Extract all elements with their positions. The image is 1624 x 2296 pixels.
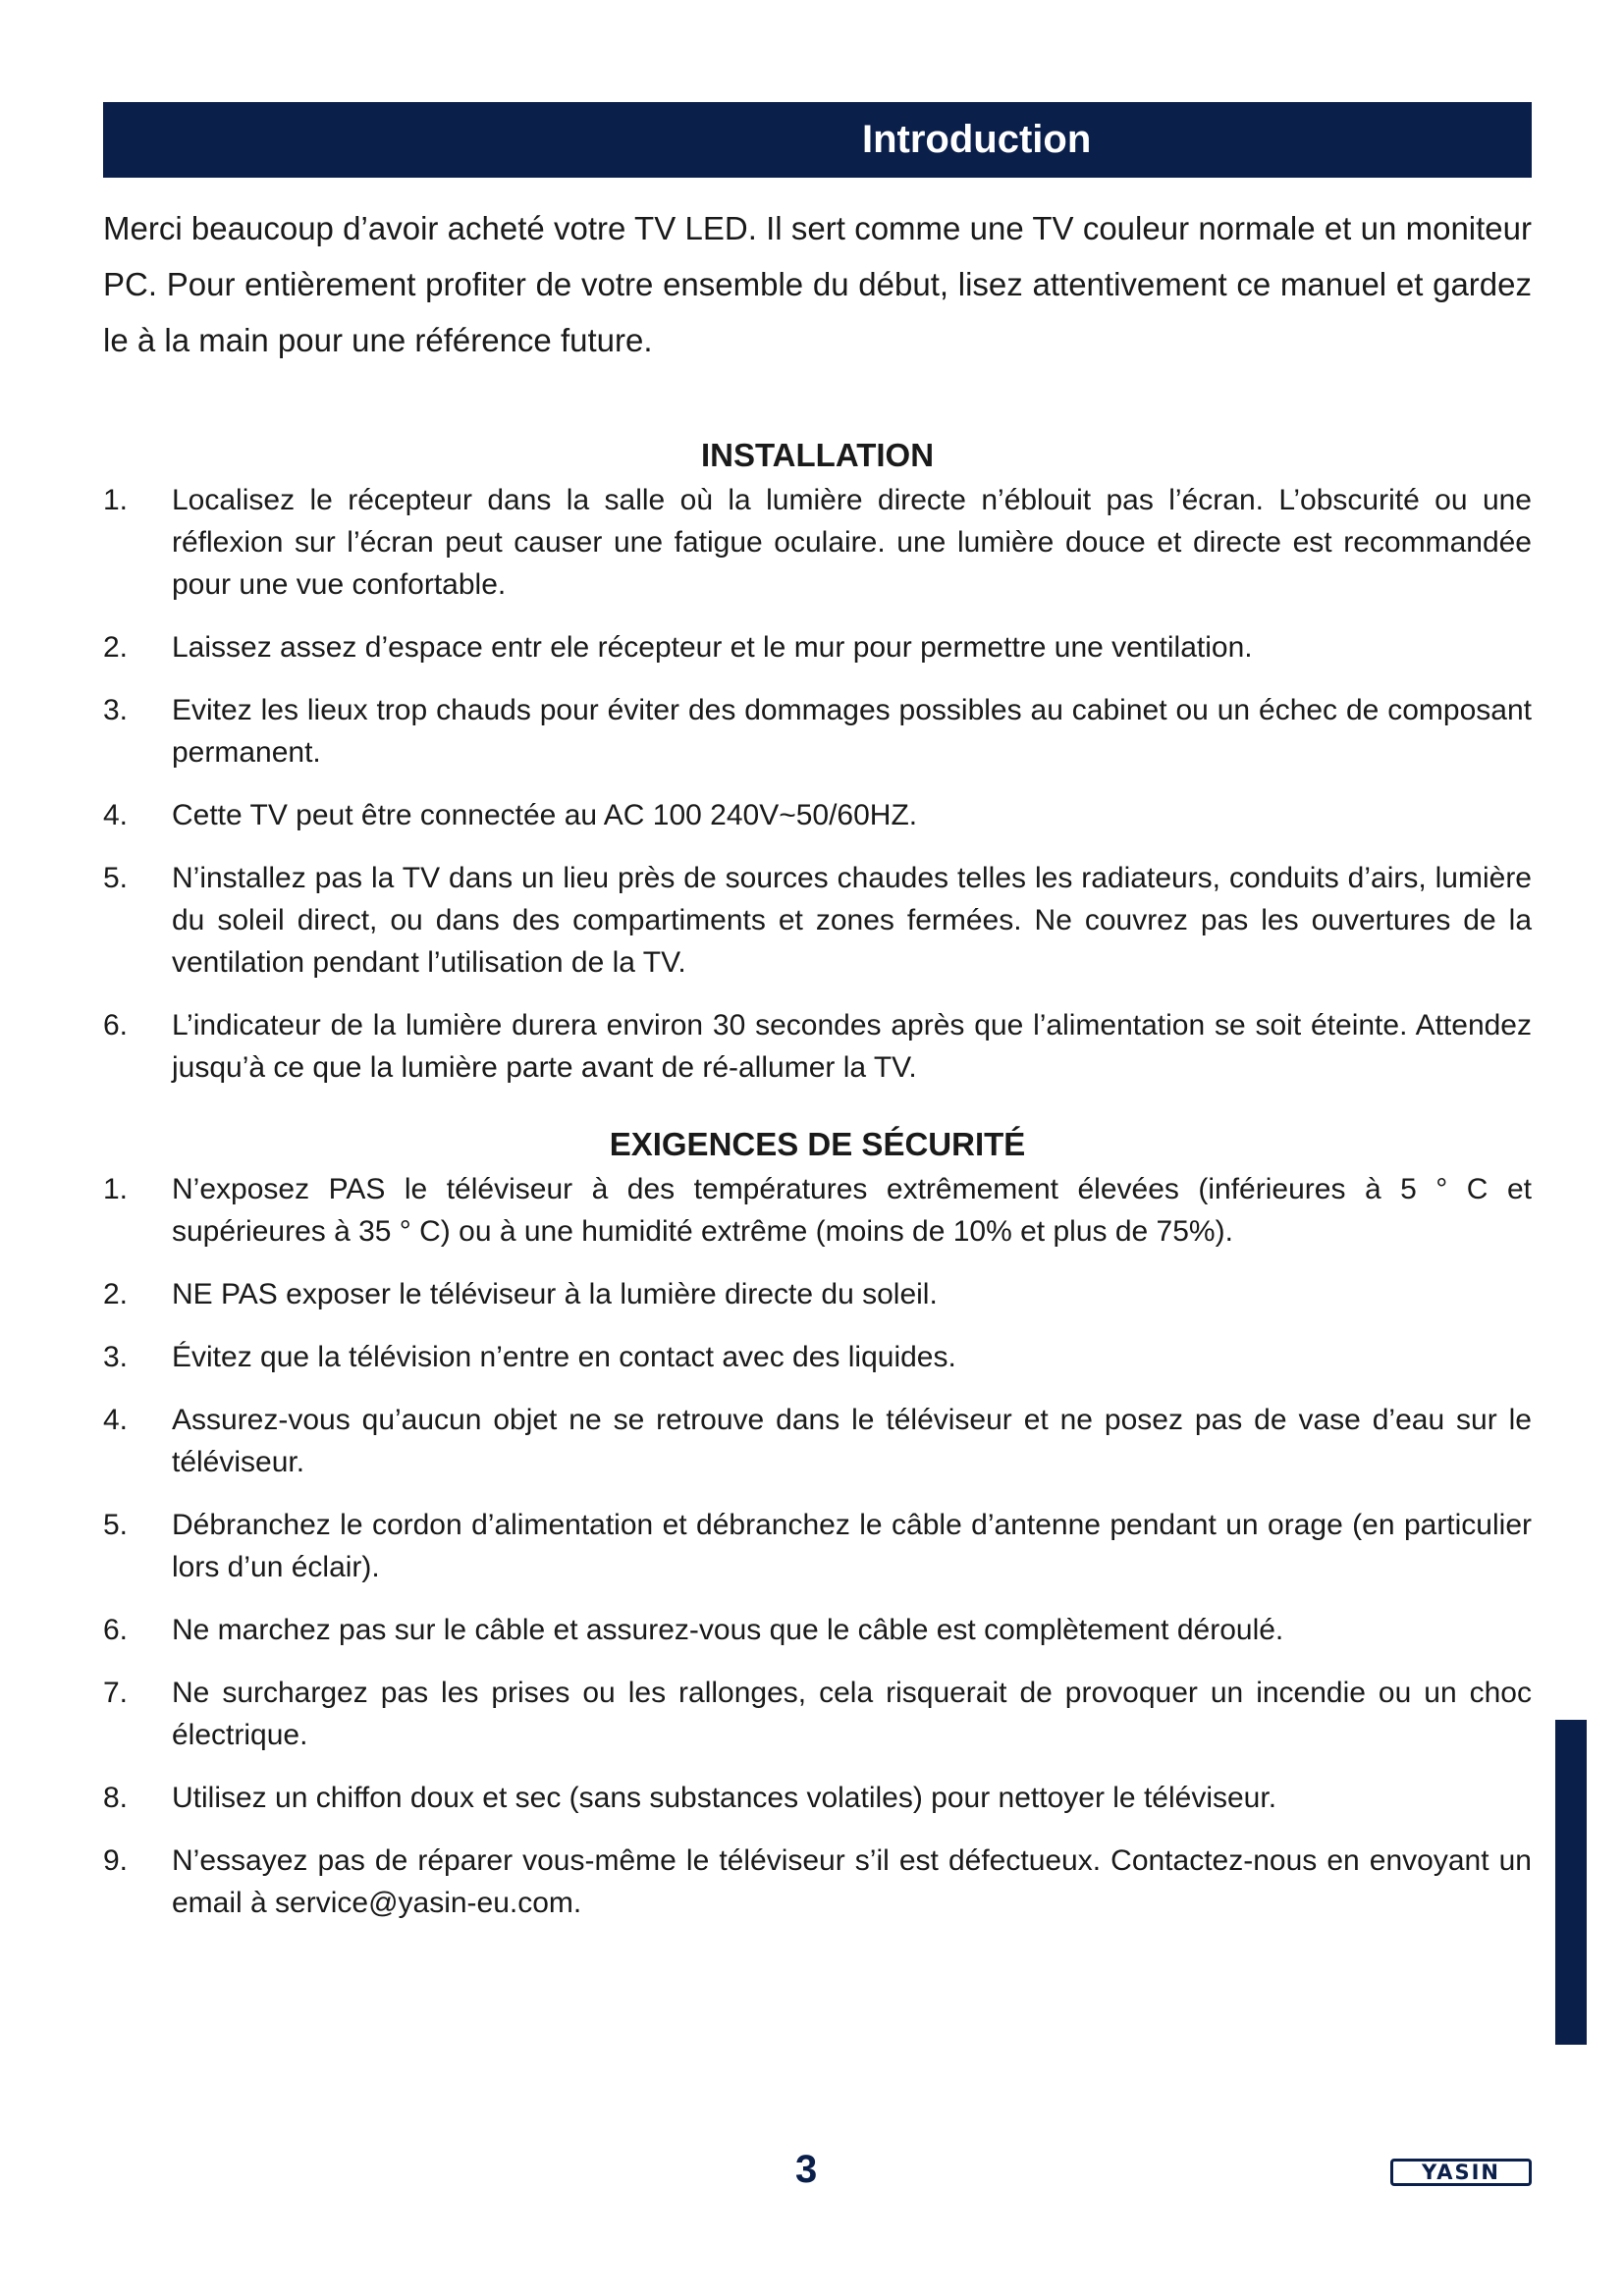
item-text: Ne marchez pas sur le câble et assurez-vous que le câble est complètement déroulé. xyxy=(172,1614,1284,1646)
section-header-bar xyxy=(103,102,1532,178)
side-tab-marker xyxy=(1555,1720,1587,2045)
item-number: 4. xyxy=(103,1404,129,1436)
item-text: L’indicateur de la lumière durera environ 30 secondes après que l’alimentation se soit éteinte. Attendez jusqu’à ce que la lumière parte avant de ré-allumer la TV. xyxy=(172,1009,1532,1084)
safety-heading: EXIGENCES DE SÉCURITÉ xyxy=(609,1126,1026,1162)
list-item xyxy=(103,689,1532,774)
item-number: 1. xyxy=(103,1173,129,1205)
item-text: Laissez assez d’espace entr ele récepteur et le mur pour permettre une ventilation. xyxy=(172,631,1253,664)
list-item xyxy=(103,857,1532,984)
installation-heading: INSTALLATION xyxy=(700,437,935,473)
item-text: N’installez pas la TV dans un lieu près de sources chaudes telles les radiateurs, conduits d’airs, lumière du soleil direct, ou dans des compartiments et zones fermées. Ne couvrez pas les ouvertures de la ventilation pendant l’utilisation de la TV. xyxy=(172,862,1532,979)
list-item xyxy=(103,794,1532,836)
item-number: 5. xyxy=(103,1509,129,1541)
item-number: 8. xyxy=(103,1782,129,1814)
item-text: Utilisez un chiffon doux et sec (sans substances volatiles) pour nettoyer le téléviseur. xyxy=(172,1782,1277,1814)
safety-list xyxy=(103,1168,1532,1924)
brand-logo: YASIN xyxy=(1390,2159,1532,2186)
intro-paragraph: Merci beaucoup d’avoir acheté votre TV LED. Il sert comme une TV couleur normale et un moniteur PC. Pour entièrement profiter de votre ensemble du début, lisez attentivement ce manuel et gardez le à la main pour une référence future. xyxy=(103,210,1532,358)
list-item xyxy=(103,1504,1532,1588)
item-number: 2. xyxy=(103,631,129,664)
item-number: 2. xyxy=(103,1278,129,1310)
list-item xyxy=(103,1777,1532,1819)
item-number: 1. xyxy=(103,484,129,516)
list-item xyxy=(103,1672,1532,1756)
list-item xyxy=(103,1168,1532,1253)
item-text: N’exposez PAS le téléviseur à des températures extrêmement élevées (inférieures à 5 ° C et supérieures à 35 ° C) ou à une humidité extrême (moins de 10% et plus de 75%). xyxy=(172,1173,1532,1248)
item-number: 3. xyxy=(103,694,129,726)
item-number: 7. xyxy=(103,1677,129,1709)
list-item xyxy=(103,1399,1532,1483)
item-number: 6. xyxy=(103,1614,129,1646)
page-number: 3 xyxy=(795,2148,818,2191)
item-number: 3. xyxy=(103,1341,129,1373)
item-text: Assurez-vous qu’aucun objet ne se retrouve dans le téléviseur et ne posez pas de vase d’eau sur le téléviseur. xyxy=(172,1404,1532,1478)
list-item xyxy=(103,1336,1532,1378)
item-text: Ne surchargez pas les prises ou les rallonges, cela risquerait de provoquer un incendie ou un choc électrique. xyxy=(172,1677,1532,1751)
item-text: NE PAS exposer le téléviseur à la lumière directe du soleil. xyxy=(172,1278,938,1310)
item-text: Evitez les lieux trop chauds pour éviter des dommages possibles au cabinet ou un échec de composant permanent. xyxy=(172,694,1532,769)
installation-list xyxy=(103,479,1532,1089)
list-item xyxy=(103,1273,1532,1315)
item-text: Débranchez le cordon d’alimentation et débranchez le câble d’antenne pendant un orage (en particulier lors d’un éclair). xyxy=(172,1509,1532,1583)
list-item xyxy=(103,1004,1532,1089)
list-item xyxy=(103,1609,1532,1651)
item-number: 4. xyxy=(103,799,129,831)
item-text: Localisez le récepteur dans la salle où la lumière directe n’éblouit pas l’écran. L’obscurité ou une réflexion sur l’écran peut causer une fatigue oculaire. une lumière douce et directe est recommandée pour une vue confortable. xyxy=(172,484,1532,601)
list-item xyxy=(103,626,1532,668)
list-item xyxy=(103,1840,1532,1924)
item-number: 6. xyxy=(103,1009,129,1041)
item-number: 5. xyxy=(103,862,129,894)
item-number: 9. xyxy=(103,1844,129,1877)
list-item xyxy=(103,479,1532,606)
item-text: Évitez que la télévision n’entre en contact avec des liquides. xyxy=(172,1341,956,1373)
item-text: N’essayez pas de réparer vous-même le téléviseur s’il est défectueux. Contactez-nous en envoyant un email à service@yasin-eu.com. xyxy=(172,1844,1532,1919)
page-title: Introduction xyxy=(862,118,1092,161)
item-text: Cette TV peut être connectée au AC 100 240V~50/60HZ. xyxy=(172,799,918,831)
